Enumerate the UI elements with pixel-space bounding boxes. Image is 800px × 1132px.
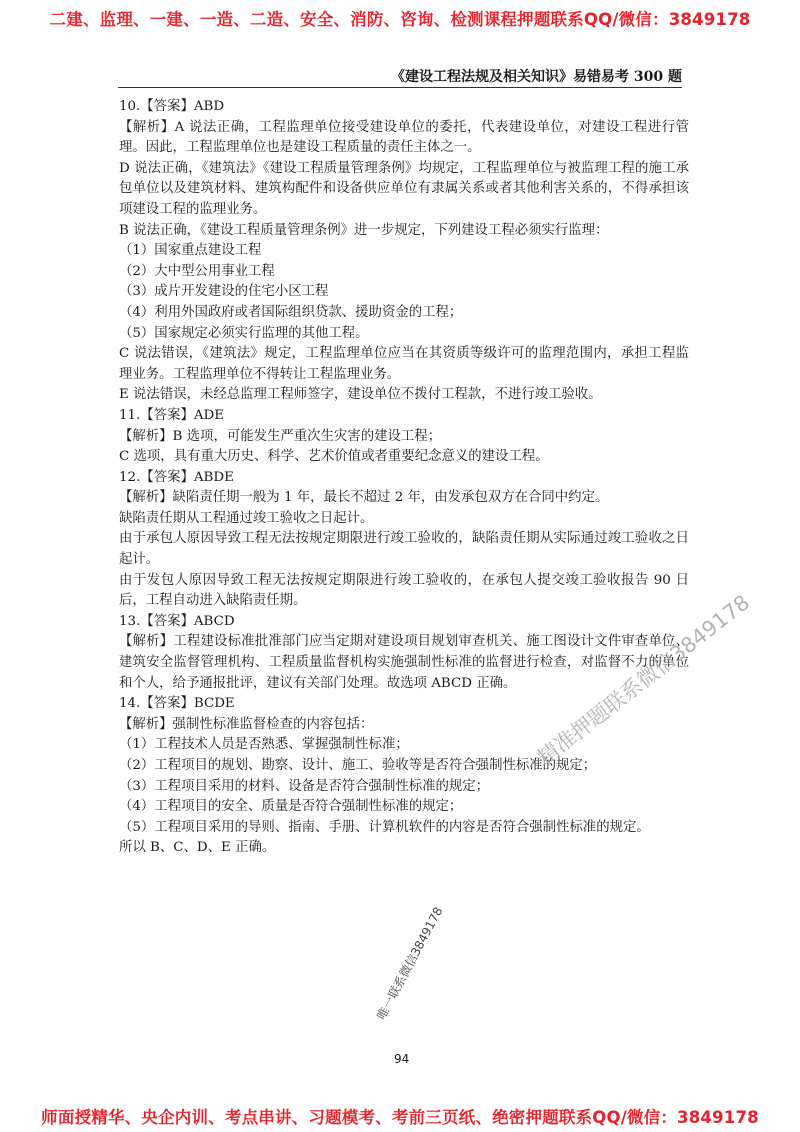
list-item: （5）工程项目采用的导则、指南、手册、计算机软件的内容是否符合强制性标准的规定。 [119,819,650,835]
list-item: （4）利用外国政府或者国际组织贷款、援助资金的工程； [119,304,463,320]
top-promo-banner: 二建、监理、一建、一造、二造、安全、消防、咨询、检测课程押题联系QQ/微信：3849178 [49,10,751,29]
bottom-promo-banner: 师面授精华、央企内训、考点串讲、习题模考、考前三页纸、绝密押题联系QQ/微信：3849178 [41,1108,759,1127]
list-item: （2）大中型公用事业工程 [119,263,275,279]
list-item: （4）工程项目的安全、质量是否符合强制性标准的规定； [119,799,463,815]
analysis-paragraph: 【解析】强制性标准监督检查的内容包括： [119,716,374,732]
book-title: 《建设工程法规及相关知识》易错易考 300 题 [391,69,682,85]
page-number: 94 [394,1052,410,1066]
analysis-paragraph: 缺陷责任期从工程通过竣工验收之日起计。 [119,510,374,526]
header-divider [118,87,682,88]
answer-content [119,97,689,859]
analysis-paragraph: 【解析】缺陷责任期一般为 1 年，最长不超过 2 年，由发承包双方在合同中约定。 [119,490,609,506]
list-item: （3）成片开发建设的住宅小区工程 [119,284,329,300]
list-item: （1）国家重点建设工程 [119,243,262,259]
analysis-paragraph: D 说法正确，《建筑法》《建设工程质量管理条例》均规定，工程监理单位与被监理工程的施工承包单位以及建筑材料、建筑构配件和设备供应单位有隶属关系或者其他利害关系的，不得承担该项建设工程的监理业务。 [119,160,689,217]
list-item: （2）工程项目的规划、勘察、设计、施工、验收等是否符合强制性标准的规定； [119,758,597,773]
small-watermark: 唯一联系微信3849178 [374,904,446,1023]
list-item: （1）工程技术人员是否熟悉、掌握强制性标准； [119,737,409,753]
diagonal-watermark: 精准押题联系微信3849178 [533,590,755,771]
analysis-paragraph: C 说法错误，《建筑法》规定，工程监理单位应当在其资质等级许可的监理范围内，承担工程监理业务。工程监理单位不得转让工程监理业务。 [119,346,689,382]
analysis-paragraph: 所以 B、C、D、E 正确。 [119,840,276,856]
analysis-paragraph: 【解析】工程建设标准批准部门应当定期对建设项目规划审查机关、施工图设计文件审查单位、建筑安全监督管理机构、工程质量监督机构实施强制性标准的监督进行检查，对监督不力的单位和个人，给予通报批评，建议有关部门处理。故选项 ABCD 正确。 [119,634,689,691]
answer-heading: 13.【答案】ABCD [119,613,235,629]
list-item: （3）工程项目采用的材料、设备是否符合强制性标准的规定； [119,778,490,794]
analysis-paragraph: 由于承包人原因导致工程无法按规定期限进行竣工验收的，缺陷责任期从实际通过竣工验收之日起计。 [119,531,689,568]
analysis-paragraph: B 说法正确，《建设工程质量管理条例》进一步规定，下列建设工程必须实行监理： [119,222,609,238]
analysis-paragraph: C 选项，具有重大历史、科学、艺术价值或者重要纪念意义的建设工程。 [119,449,549,465]
analysis-paragraph: E 说法错误，未经总监理工程师签字，建设单位不拨付工程款，不进行竣工验收。 [119,387,602,403]
answer-heading: 11.【答案】ADE [119,407,225,423]
answer-heading: 10.【答案】ABD [119,99,225,114]
list-item: （5）国家规定必须实行监理的其他工程。 [119,325,369,341]
analysis-paragraph: 由于发包人原因导致工程无法按规定期限进行竣工验收的，在承包人提交竣工验收报告 90 日后，工程自动进入缺陷责任期。 [119,572,689,609]
answer-heading: 12.【答案】ABDE [119,469,234,485]
analysis-paragraph: 【解析】B 选项，可能发生严重次生灾害的建设工程； [119,428,442,444]
answer-heading: 14.【答案】BCDE [119,696,235,712]
analysis-paragraph: 【解析】A 说法正确，工程监理单位接受建设单位的委托，代表建设单位，对建设工程进行管理。因此，工程监理单位也是建设工程质量的责任主体之一。 [119,119,689,156]
